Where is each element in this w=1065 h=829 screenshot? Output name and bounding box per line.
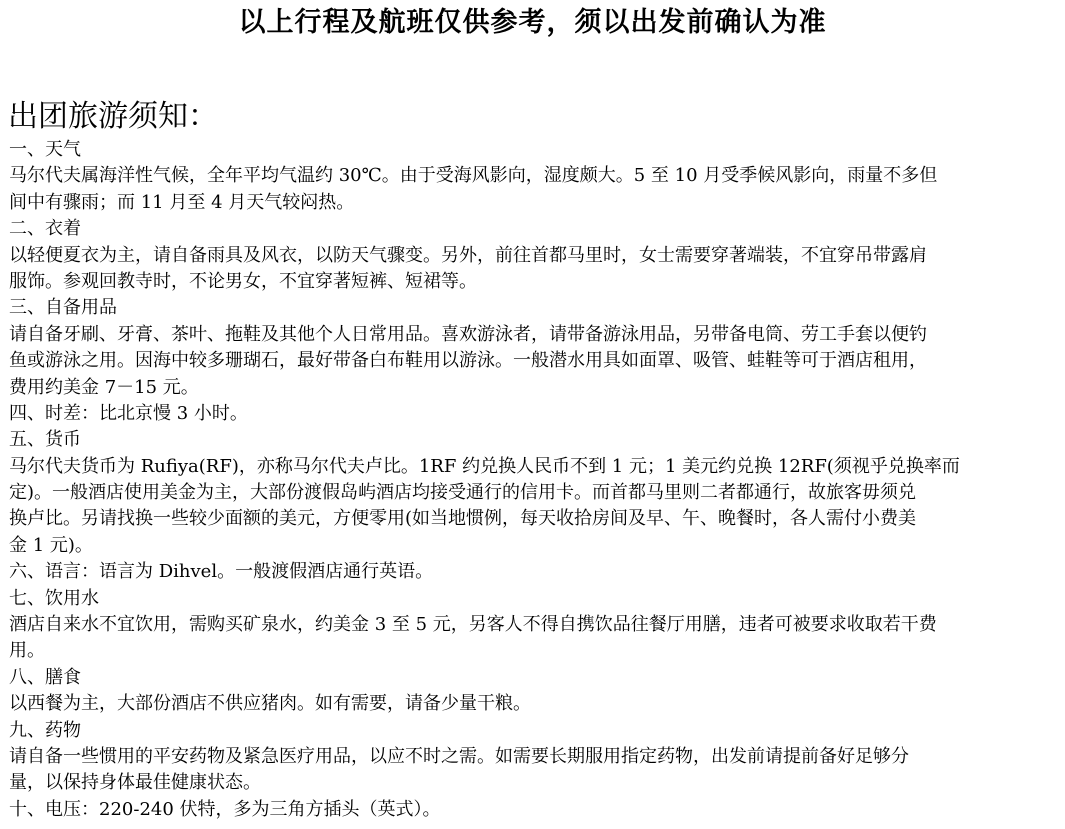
notice-text-line: 酒店自来水不宜饮用，需购买矿泉水，约美金 3 至 5 元，另客人不得自携饮品往餐厅用膳，违者可被要求收取若干费 bbox=[9, 614, 937, 636]
notice-text-line: 鱼或游泳之用。因海中较多珊瑚石，最好带备白布鞋用以游泳。一般潜水用具如面罩、吸管、蛙鞋等可于酒店租用， bbox=[9, 350, 927, 372]
notice-text-line: 用。 bbox=[9, 640, 45, 662]
notice-heading-meals: 八、膳食 bbox=[9, 666, 81, 688]
notice-text-line: 马尔代夫货币为 Rufiya(RF)，亦称马尔代夫卢比。1RF 约兑换人民币不到 1 元；1 美元约兑换 12RF(须视乎兑换率而 bbox=[9, 455, 960, 477]
travel-notice-title: 出团旅游须知： bbox=[8, 99, 218, 134]
notice-text-line: 费用约美金 7－15 元。 bbox=[9, 376, 199, 398]
notice-heading-weather: 一、天气 bbox=[9, 139, 81, 160]
notice-text-line: 金 1 元)。 bbox=[9, 534, 93, 556]
notice-text-line: 换卢比。另请找换一些较少面额的美元，方便零用(如当地惯例，每天收拾房间及早、午、晚餐时，各人需付小费美 bbox=[9, 508, 917, 530]
notice-text-line: 间中有骤雨；而 11 月至 4 月天气较闷热。 bbox=[9, 191, 355, 213]
notice-heading-medicine: 九、药物 bbox=[9, 719, 81, 741]
notice-text-line: 请自备牙刷、牙膏、茶叶、拖鞋及其他个人日常用品。喜欢游泳者，请带备游泳用品，另带备电筒、劳工手套以便钓 bbox=[9, 323, 927, 345]
notice-text-line: 定)。一般酒店使用美金为主，大部份渡假岛屿酒店均接受通行的信用卡。而首都马里则二者都通行，故旅客毋须兑 bbox=[9, 482, 917, 504]
notice-heading-supplies: 三、自备用品 bbox=[9, 297, 117, 319]
itinerary-disclaimer-heading: 以上行程及航班仅供参考，须以出发前确认为准 bbox=[238, 7, 827, 38]
notice-heading-voltage: 十、电压：220-240 伏特，多为三角方插头（英式）。 bbox=[9, 798, 441, 820]
notice-heading-drinking-water: 七、饮用水 bbox=[9, 587, 99, 609]
notice-heading-time-difference: 四、时差：比北京慢 3 小时。 bbox=[9, 402, 248, 424]
notice-text-line: 服饰。参观回教寺时，不论男女，不宜穿著短裤、短裙等。 bbox=[9, 270, 477, 292]
notice-heading-language: 六、语言：语言为 Dihvel。一般渡假酒店通行英语。 bbox=[9, 561, 434, 583]
notice-heading-currency: 五、货币 bbox=[9, 429, 81, 451]
notice-heading-clothing: 二、衣着 bbox=[9, 218, 81, 240]
notice-text-line: 以西餐为主，大部份酒店不供应猪肉。如有需要，请备少量干粮。 bbox=[9, 693, 531, 715]
notice-text-line: 马尔代夫属海洋性气候，全年平均气温约 30℃。由于受海风影向，湿度颇大。5 至 10 月受季候风影向，雨量不多但 bbox=[9, 165, 938, 187]
notice-text-line: 量，以保持身体最佳健康状态。 bbox=[9, 772, 261, 794]
notice-text-line: 请自备一些惯用的平安药物及紧急医疗用品，以应不时之需。如需要长期服用指定药物，出发前请提前备好足够分 bbox=[9, 745, 909, 767]
notice-text-line: 以轻便夏衣为主，请自备雨具及风衣，以防天气骤变。另外，前往首都马里时，女士需要穿著端装，不宜穿吊带露肩 bbox=[9, 244, 927, 266]
travel-notice-body bbox=[9, 137, 1054, 823]
